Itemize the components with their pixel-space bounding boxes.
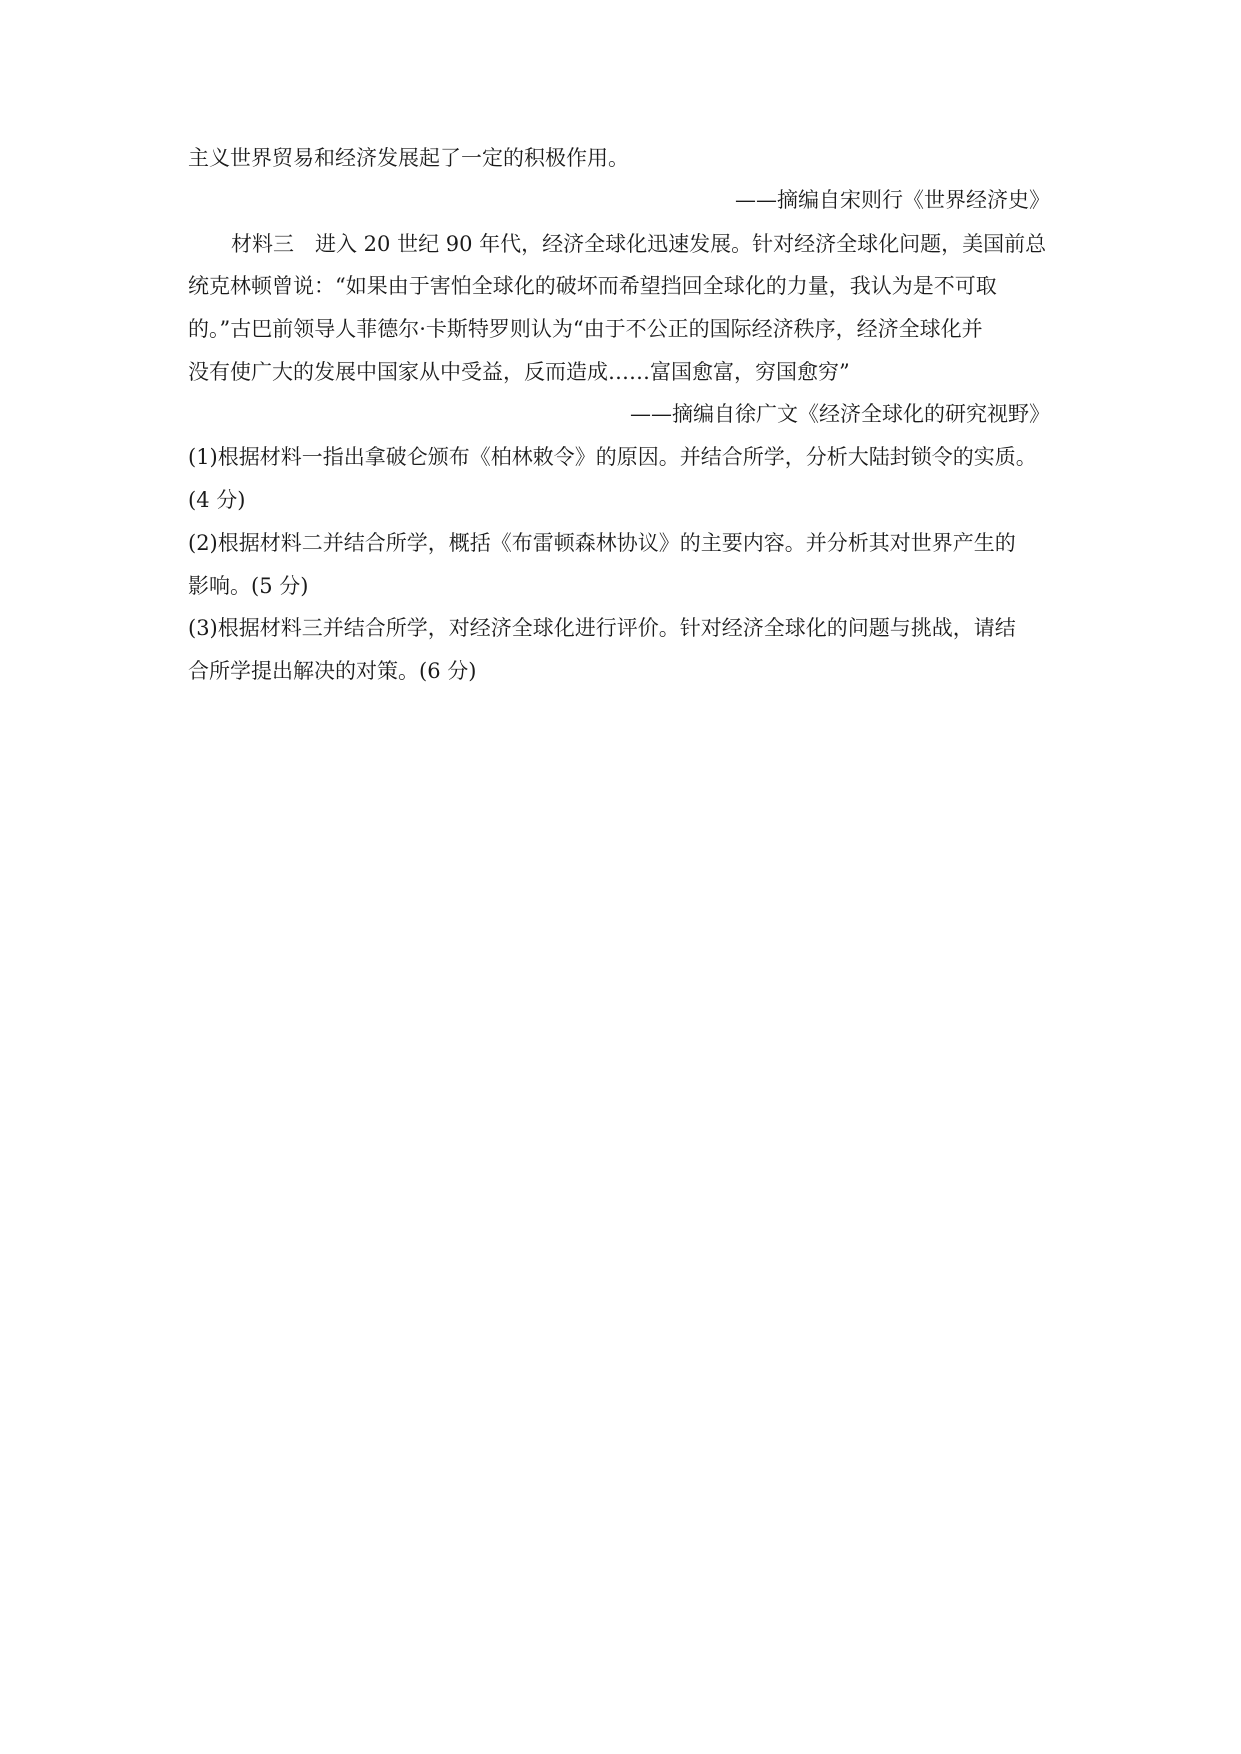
question-2-line-1: (2)根据材料二并结合所学，概括《布雷顿森林协议》的主要内容。并分析其对世界产生的: [188, 531, 1016, 555]
material3-line-2: 统克林顿曾说：“如果由于害怕全球化的破坏而希望挡回全球化的力量，我认为是不可取: [188, 274, 997, 298]
question-1-line-2: (4 分): [188, 488, 246, 512]
question-1-line-1: (1)根据材料一指出拿破仑颁布《柏林敕令》的原因。并结合所学，分析大陆封锁令的实质。: [188, 445, 1037, 469]
material3-line-3: 的。”古巴前领导人菲德尔·卡斯特罗则认为“由于不公正的国际经济秩序，经济全球化并: [188, 317, 983, 341]
material2-last-line: 主义世界贸易和经济发展起了一定的积极作用。: [188, 146, 629, 170]
material3-line-1: 材料三 进入 20 世纪 90 年代，经济全球化迅速发展。针对经济全球化问题，美国前总: [231, 232, 1047, 256]
question-3-line-2: 合所学提出解决的对策。(6 分): [188, 659, 477, 683]
question-3-line-1: (3)根据材料三并结合所学，对经济全球化进行评价。针对经济全球化的问题与挑战，请结: [188, 616, 1016, 640]
material3-source: ——摘编自徐广文《经济全球化的研究视野》: [630, 402, 1050, 426]
question-2-line-2: 影响。(5 分): [188, 574, 309, 598]
material3-line-4: 没有使广大的发展中国家从中受益，反而造成……富国愈富，穷国愈穷”: [188, 360, 850, 384]
material2-source: ——摘编自宋则行《世界经济史》: [735, 188, 1050, 212]
